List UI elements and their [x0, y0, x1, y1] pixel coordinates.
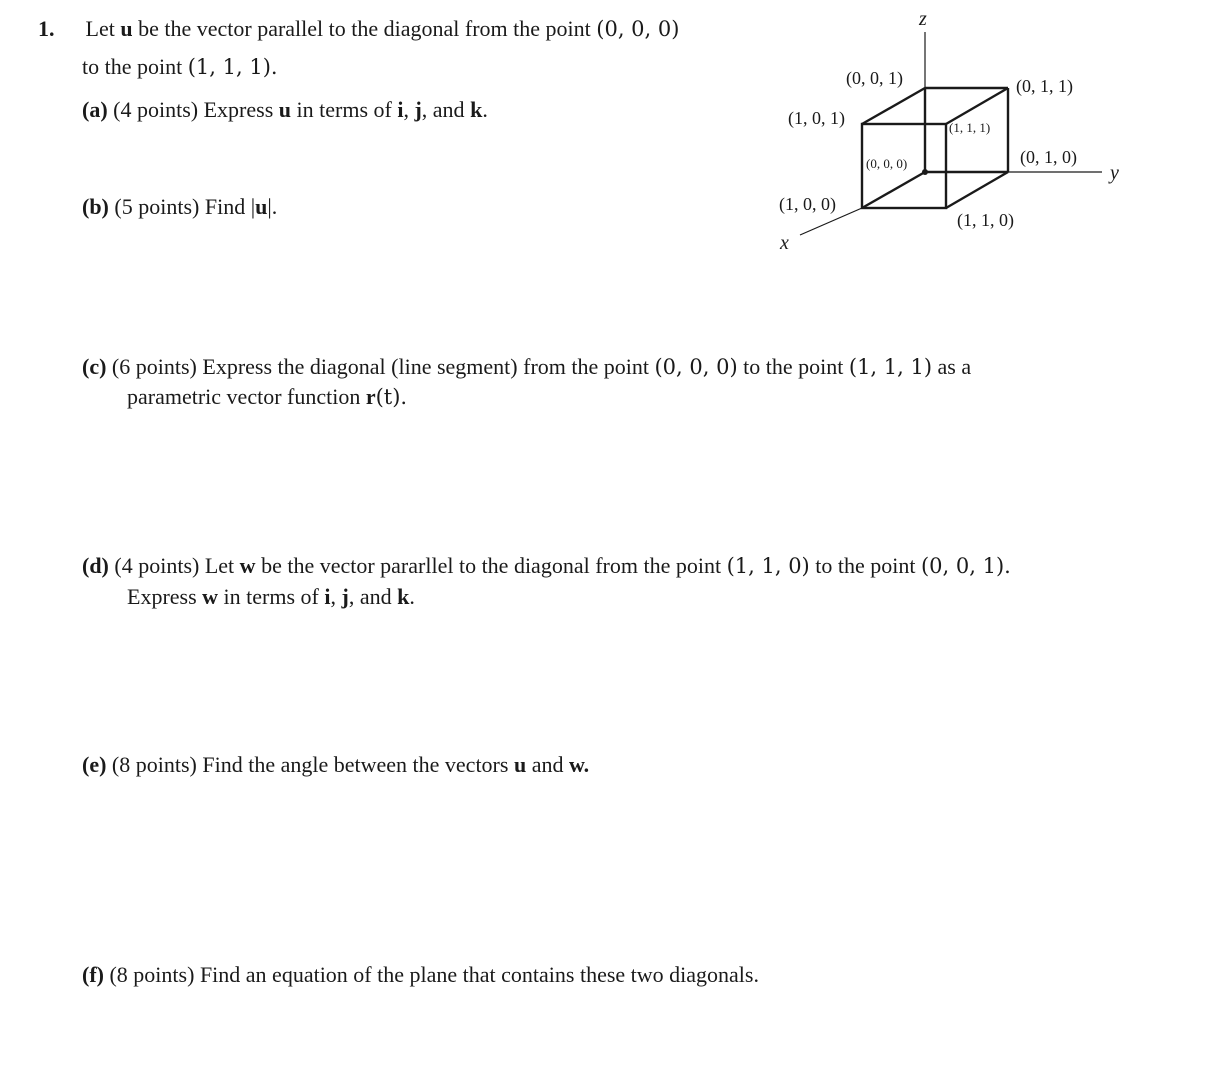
- part-points: (5 points): [114, 194, 200, 219]
- unit-j: j: [341, 584, 349, 609]
- cube-edge: [946, 172, 1008, 208]
- axis-label-x: x: [780, 232, 789, 254]
- origin-dot: [922, 169, 928, 175]
- part-text: .: [482, 97, 488, 122]
- abs-bar: |: [250, 194, 256, 219]
- vertex-label-101: (1, 0, 1): [788, 108, 845, 128]
- vector-u: u: [120, 16, 133, 41]
- part-text: and: [531, 752, 564, 777]
- part-points: (6 points): [111, 354, 197, 379]
- part-text: Find: [204, 194, 246, 219]
- unit-k: k: [397, 584, 410, 609]
- part-label: (d): [82, 553, 109, 578]
- part-text: Express the diagonal (line segment) from the point: [202, 354, 649, 379]
- intro-text: to the point: [82, 54, 183, 79]
- vector-w: w.: [568, 752, 590, 777]
- part-label: (a): [82, 97, 108, 122]
- vector-u: u: [278, 97, 292, 122]
- part-text: Express: [127, 584, 197, 609]
- vertex-label-011: (0, 1, 1): [1016, 76, 1073, 96]
- part-text: to the point: [743, 354, 844, 379]
- cube-edge: [946, 88, 1008, 124]
- part-text: .: [409, 584, 415, 609]
- part-text: Find an equation of the plane that contains these two diagonals.: [199, 962, 759, 987]
- part-text: as a: [937, 354, 972, 379]
- part-text: in terms of: [296, 97, 392, 122]
- intro-text: Let: [85, 16, 115, 41]
- unit-k: k: [470, 97, 483, 122]
- intro-text: be the vector parallel to the diagonal from the point: [138, 16, 591, 41]
- vector-r: r: [365, 384, 376, 409]
- vector-w: w: [202, 584, 219, 609]
- vertex-label-001: (0, 0, 1): [846, 68, 903, 88]
- part-text: Let: [204, 553, 235, 578]
- part-label: (e): [82, 752, 107, 777]
- problem-number: 1.: [38, 16, 55, 41]
- unit-j: j: [414, 97, 422, 122]
- vector-u: u: [255, 194, 268, 219]
- axis-label-z: z: [919, 8, 927, 30]
- part-text: ,: [403, 97, 409, 122]
- unit-i: i: [324, 584, 331, 609]
- part-text: , and: [421, 97, 465, 122]
- point-111: (1, 1, 1): [848, 355, 933, 379]
- cube-edge: [862, 88, 925, 124]
- point-001: (0, 0, 1).: [920, 554, 1011, 578]
- cube-edge: [862, 172, 925, 208]
- part-text: to the point: [815, 553, 916, 578]
- vertex-label-000: (0, 0, 0): [866, 156, 908, 171]
- part-points: (4 points): [114, 553, 200, 578]
- vertex-label-111: (1, 1, 1): [949, 120, 991, 135]
- vector-w: w: [239, 553, 256, 578]
- point-110: (1, 1, 0): [726, 554, 810, 578]
- part-text: parametric vector function: [127, 384, 361, 409]
- part-text: Find the angle between the vectors: [202, 752, 509, 777]
- abs-bar: |.: [267, 194, 278, 219]
- point-111: (1, 1, 1).: [187, 55, 278, 79]
- vertex-label-010: (0, 1, 0): [1020, 147, 1077, 167]
- unit-i: i: [397, 97, 404, 122]
- param-t: (t).: [375, 385, 408, 409]
- vertex-label-110: (1, 1, 0): [957, 210, 1014, 230]
- point-origin: (0, 0, 0): [654, 355, 738, 379]
- axis-label-y: y: [1110, 162, 1119, 184]
- vector-u: u: [513, 752, 527, 777]
- part-label: (f): [82, 962, 104, 987]
- part-text: , and: [348, 584, 392, 609]
- part-text: in terms of: [223, 584, 319, 609]
- part-text: be the vector pararllel to the diagonal from the point: [261, 553, 722, 578]
- point-origin: (0, 0, 0): [596, 17, 680, 41]
- part-text: Express: [203, 97, 274, 122]
- part-points: (8 points): [111, 752, 197, 777]
- part-label: (c): [82, 354, 107, 379]
- part-label: (b): [82, 194, 109, 219]
- vertex-label-100: (1, 0, 0): [779, 194, 836, 214]
- part-points: (4 points): [113, 97, 199, 122]
- part-text: ,: [330, 584, 336, 609]
- part-points: (8 points): [109, 962, 195, 987]
